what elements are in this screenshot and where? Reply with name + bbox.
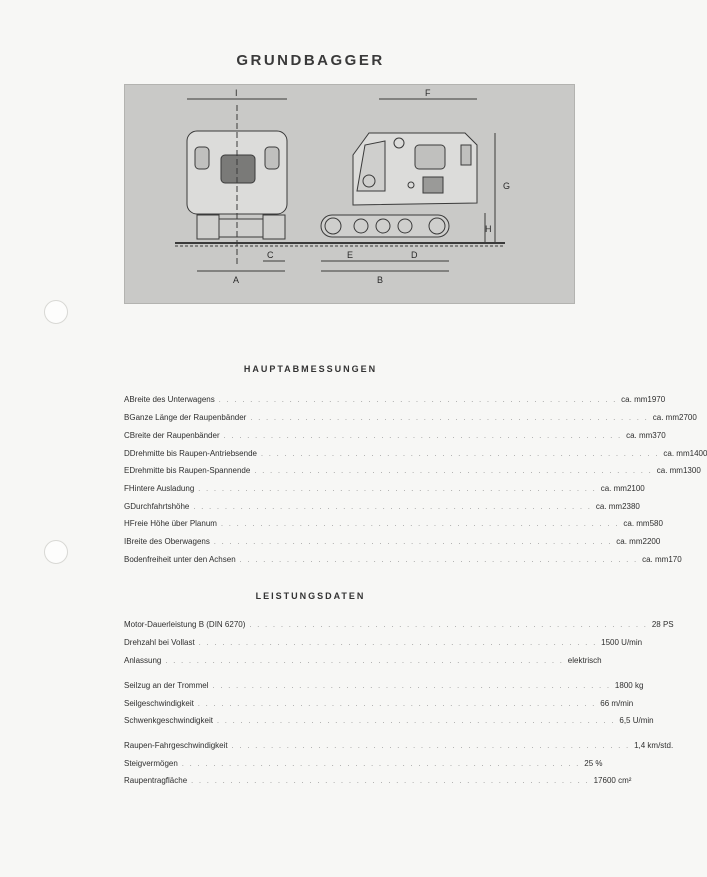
dimension-unit: ca. mm (656, 466, 683, 475)
dimension-label-f: F (425, 88, 431, 98)
dimension-row: E Drehmitte bis Raupen-Spannende . . . . . . . . . . . . . . . . . . . . . . . . . . . . . . . . . . . . . . . . . . . . . . . . . . . ca. mm 1300 (124, 466, 701, 475)
excavator-diagram (125, 85, 574, 303)
dimension-row: D Drehmitte bis Raupen-Antriebsende . . . . . . . . . . . . . . . . . . . . . . . . . . . . . . . . . . . . . . . . . . . . . . . . . . . ca. mm 1400 (124, 449, 707, 458)
dimension-row: A Breite des Unterwagens . . . . . . . . . . . . . . . . . . . . . . . . . . . . . . . . . . . . . . . . . . . . . . . . . . . ca. mm 1970 (124, 395, 666, 404)
dimension-letter: A (124, 395, 130, 404)
performance-label: Motor-Dauerleistung B (DIN 6270) (124, 620, 246, 629)
performance-label: Drehzahl bei Vollast (124, 638, 195, 647)
dimension-value: 1970 (647, 395, 666, 404)
dimension-label: Breite der Raupenbänder (129, 431, 220, 440)
dimension-row: B Ganze Länge der Raupenbänder . . . . . . . . . . . . . . . . . . . . . . . . . . . . . . . . . . . . . . . . . . . . . . . . . . . ca. mm 2700 (124, 413, 697, 422)
performance-label: Raupentragfläche (124, 776, 188, 785)
dimension-label-i: I (235, 88, 238, 98)
dimension-row: H Freie Höhe über Planum . . . . . . . . . . . . . . . . . . . . . . . . . . . . . . . . . . . . . . . . . . . . . . . . . . . ca. mm 580 (124, 519, 663, 528)
performance-label: Steigvermögen (124, 759, 178, 768)
performance-label: Raupen-Fahrgeschwindigkeit (124, 741, 228, 750)
performance-value: 1800 kg (614, 681, 644, 690)
dimension-label-c: C (267, 250, 274, 260)
performance-row: Seilzug an der Trommel . . . . . . . . . . . . . . . . . . . . . . . . . . . . . . . . . . . . . . . . . . . . . . . . . . . 1800 kg (124, 681, 644, 690)
front-view-track-right (263, 215, 285, 239)
dimension-letter: G (124, 502, 131, 511)
side-view-track (321, 215, 449, 237)
performance-value: elektrisch (567, 656, 602, 665)
dimension-label: Bodenfreiheit unter den Achsen (124, 555, 236, 564)
performance-heading: LEISTUNGSDATEN (255, 591, 366, 601)
dimension-label: Breite des Unterwagens (129, 395, 215, 404)
dimension-unit: ca. mm (600, 484, 627, 493)
dimension-value: 580 (649, 519, 663, 528)
dimension-value: 2380 (622, 502, 640, 511)
performance-value: 17600 cm² (593, 776, 632, 785)
dimension-label-g: G (503, 181, 511, 191)
dimension-unit: ca. mm (626, 431, 653, 440)
dimension-row: G Durchfahrtshöhe . . . . . . . . . . . . . . . . . . . . . . . . . . . . . . . . . . . . . . . . . . . . . . . . . . . ca. mm 2380 (124, 502, 640, 511)
performance-label: Seilgeschwindigkeit (124, 699, 194, 708)
dimension-label-d: D (411, 250, 418, 260)
performance-value: 1500 U/min (601, 638, 643, 647)
front-view-track-left (197, 215, 219, 239)
dimension-label-b: B (377, 275, 384, 285)
performance-value: 25 % (584, 759, 603, 768)
dimension-label: Breite des Oberwagens (126, 537, 210, 546)
dimension-value: 370 (652, 431, 666, 440)
dimension-label-a: A (233, 275, 240, 285)
dimension-label: Ganze Länge der Raupenbänder (129, 413, 247, 422)
dimension-label-e: E (347, 250, 354, 260)
dimension-value: 2700 (679, 413, 697, 422)
performance-label: Seilzug an der Trommel (124, 681, 209, 690)
dimension-unit: ca. mm (652, 413, 679, 422)
dimension-letter: E (124, 466, 130, 475)
dimension-value: 2100 (626, 484, 645, 493)
dimension-row: Bodenfreiheit unter den Achsen . . . . . . . . . . . . . . . . . . . . . . . . . . . . . . . . . . . . . . . . . . . . . . . . . . . ca. mm 170 (124, 555, 682, 564)
dimension-unit: ca. mm (616, 537, 643, 546)
punch-hole (44, 540, 68, 564)
dimension-letter: D (124, 449, 130, 458)
performance-label: Schwenkgeschwindigkeit (124, 716, 213, 725)
performance-row: Motor-Dauerleistung B (DIN 6270) . . . . . . . . . . . . . . . . . . . . . . . . . . . . . . . . . . . . . . . . . . . . . . . . . . . 28 PS (124, 620, 674, 629)
performance-row: Raupentragfläche . . . . . . . . . . . . . . . . . . . . . . . . . . . . . . . . . . . . . . . . . . . . . . . . . . . 17600 cm² (124, 776, 632, 785)
dimension-label: Hintere Ausladung (128, 484, 195, 493)
dimension-unit: ca. mm (663, 449, 690, 458)
dimension-label: Drehmitte bis Raupen-Antriebsende (129, 449, 257, 458)
dimension-unit: ca. mm (621, 395, 648, 404)
dimension-row: C Breite der Raupenbänder . . . . . . . . . . . . . . . . . . . . . . . . . . . . . . . . . . . . . . . . . . . . . . . . . . . ca. mm 370 (124, 431, 666, 440)
dimensions-heading: HAUPTABMESSUNGEN (243, 364, 378, 374)
dimension-unit: ca. mm (595, 502, 623, 511)
dimension-value: 1300 (682, 466, 701, 475)
performance-value: 28 PS (651, 620, 674, 629)
dimension-unit: ca. mm (623, 519, 650, 528)
performance-row: Drehzahl bei Vollast . . . . . . . . . . . . . . . . . . . . . . . . . . . . . . . . . . . . . . . . . . . . . . . . . . . 1500 U/min (124, 638, 643, 647)
dimension-letter: I (124, 537, 127, 546)
page-title: GRUNDBAGGER (236, 52, 385, 69)
dimension-value: 170 (668, 555, 682, 564)
dimension-value: 2200 (642, 537, 661, 546)
dimension-row: I Breite des Oberwagens . . . . . . . . . . . . . . . . . . . . . . . . . . . . . . . . . . . . . . . . . . . . . . . . . . . ca. mm 2200 (124, 537, 661, 546)
performance-row: Seilgeschwindigkeit . . . . . . . . . . . . . . . . . . . . . . . . . . . . . . . . . . . . . . . . . . . . . . . . . . . 66 m/min (124, 699, 634, 708)
dimension-letter: B (124, 413, 130, 422)
dimension-label: Freie Höhe über Planum (129, 519, 217, 528)
dimension-label: Durchfahrtshöhe (130, 502, 190, 511)
dimension-label-h: H (485, 224, 492, 234)
excavator-drawing (124, 84, 575, 304)
performance-row: Schwenkgeschwindigkeit . . . . . . . . . . . . . . . . . . . . . . . . . . . . . . . . . . . . . . . . . . . . . . . . . . . 6,5 U/min (124, 716, 654, 725)
dimension-unit: ca. mm (642, 555, 669, 564)
dimension-row: F Hintere Ausladung . . . . . . . . . . . . . . . . . . . . . . . . . . . . . . . . . . . . . . . . . . . . . . . . . . . ca. mm 2100 (124, 484, 645, 493)
performance-value: 1,4 km/std. (634, 741, 674, 750)
performance-value: 6,5 U/min (619, 716, 654, 725)
dimension-value: 1400 (689, 449, 707, 458)
performance-row: Steigvermögen . . . . . . . . . . . . . . . . . . . . . . . . . . . . . . . . . . . . . . . . . . . . . . . . . . . 25 % (124, 759, 603, 768)
performance-label: Anlassung (124, 656, 162, 665)
dimension-letter: F (124, 484, 129, 493)
dimension-letter: H (124, 519, 130, 528)
performance-row: Anlassung . . . . . . . . . . . . . . . . . . . . . . . . . . . . . . . . . . . . . . . . . . . . . . . . . . . elektrisch (124, 656, 602, 665)
performance-value: 66 m/min (600, 699, 634, 708)
performance-row: Raupen-Fahrgeschwindigkeit . . . . . . . . . . . . . . . . . . . . . . . . . . . . . . . . . . . . . . . . . . . . . . . . . . . 1,4 km/std. (124, 741, 674, 750)
punch-hole (44, 300, 68, 324)
dimension-label: Drehmitte bis Raupen-Spannende (129, 466, 251, 475)
dimension-letter: C (124, 431, 130, 440)
